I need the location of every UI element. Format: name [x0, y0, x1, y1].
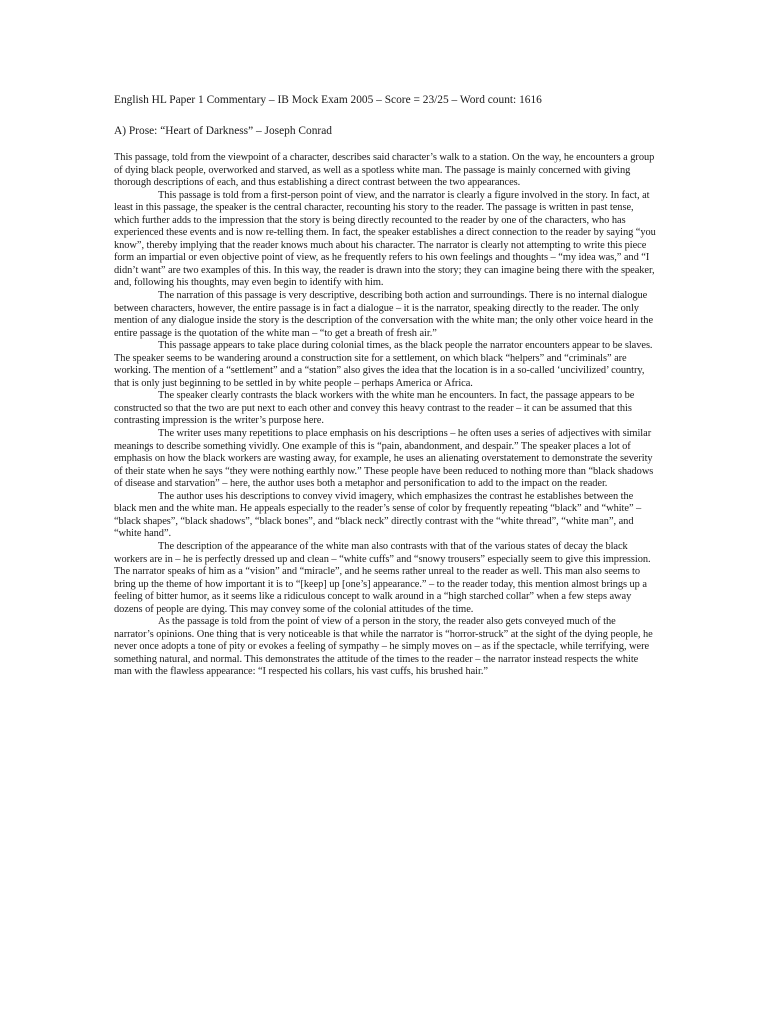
paragraph: The description of the appearance of the white man also contrasts with that of the various states of decay the black workers are in – he is perfectly dressed up and clean – “white cuffs” and “snowy trousers” especially seem to give this impression. The narrator speaks of him as a “vision” and “miracle”, and he seems rather unreal to the reader as well. This man also seems to bring up the theme of how important it is to “[keep] up [one’s] appearance.” – to the reader today, this mention almost brings up a feeling of bitter humor, as it seems like a ridiculous concept to walk around in a “high starched collar” when a few steps away dozens of people are dying. This may convey some of the colonial attitudes of the time. — [114, 540, 651, 615]
document-header: English HL Paper 1 Commentary – IB Mock Exam 2005 – Score = 23/25 – Word count: 1616 — [114, 94, 542, 106]
section-heading: A) Prose: “Heart of Darkness” – Joseph Conrad — [114, 125, 332, 137]
paragraph: The narration of this passage is very descriptive, describing both action and surroundings. There is no internal dialogue between characters, however, the entire passage is in fact a dialogue – it is the narrator, speaking directly to the reader. The only mention of any dialogue inside the story is the description of the conversation with the white man; the only other voice heard in the entire passage is the quotation of the white man – “to get a breath of fresh air.” — [114, 290, 654, 339]
paragraph: As the passage is told from the point of view of a person in the story, the reader also gets conveyed much of the narrator’s opinions. One thing that is very noticeable is that while the narrator is “horror-struck” at the sight of the dying people, he never once adopts a tone of pity or evokes a feeling of sympathy – he simply moves on – as if the spectacle, while terrifying, were something natural, and normal. This demonstrates the attitude of the times to the reader – the narrator instead respects the white man with the flawless appearance: “I respected his collars, his vast cuffs, his brushed hair.” — [114, 616, 653, 678]
paragraph: This passage appears to take place during colonial times, as the black people the narrator encounters appear to be slaves. The speaker seems to be wandering around a construction site for a settlement, on which black “helpers” and “criminals” are working. The mention of a “settlement” and a “station” also gives the idea that the location is in a so-called ‘uncivilized’ country, that is only just beginning to be settled in by white people – perhaps America or Africa. — [114, 340, 653, 389]
paragraph: The speaker clearly contrasts the black workers with the white man he encounters. In fact, the passage appears to be constructed so that the two are put next to each other and convey this heavy contrast to the reader – it can be assumed that this contrasting impression is the writer’s purpose here. — [114, 390, 635, 427]
paragraph: The author uses his descriptions to convey vivid imagery, which emphasizes the contrast he establishes between the black men and the white man. He appeals especially to the reader’s sense of color by frequently repeating “black” and “white” – “black shapes”, “black shadows”, “black bones”, and “black neck” directly contrast with the “white thread”, “white man”, and “white hand”. — [114, 490, 642, 540]
commentary-body — [114, 152, 656, 679]
paragraph: The writer uses many repetitions to place emphasis on his descriptions – he often uses a series of adjectives with similar meanings to describe something vividly. One example of this is “pain, abandonment, and despair.” The speaker places a lot of emphasis on how the black workers are wasting away, for example, he uses an alienating overstatement to demonstrate the severity of their state when he says “they were nothing earthly now.” These people have been reduced to nothing more than “black shadows of disease and starvation” – here, the author uses both a metaphor and personification to add to the impact on the reader. — [114, 428, 654, 490]
paragraph: This passage, told from the viewpoint of a character, describes said character’s walk to a station. On the way, he encounters a group of dying black people, overworked and starved, as well as a spotless white man. The passage is mainly concerned with giving thorough descriptions of each, and thus establishing a direct contrast between the two appearances. — [114, 152, 655, 189]
paragraph: This passage is told from a first-person point of view, and the narrator is clearly a figure involved in the story. In fact, at least in this passage, the speaker is the central character, recounting his story to the reader. The passage is written in past tense, which further adds to the impression that the story is being directly recounted to the reader by one of the characters, who has experienced these events and is now re-telling them. In fact, the speaker establishes a direct connection to the reader by saying “you know”, thereby implying that the reader knows much about his character. The narrator is clearly not attempting to write this piece form an impartial or even objective point of view, as he frequently refers to his own feelings and thoughts – “my idea was,” and “I didn’t want” are two examples of this. In this way, the reader is drawn into the story; they can imagine being there with the speaker, and, following his thoughts, may even begin to identify with him. — [114, 189, 656, 289]
